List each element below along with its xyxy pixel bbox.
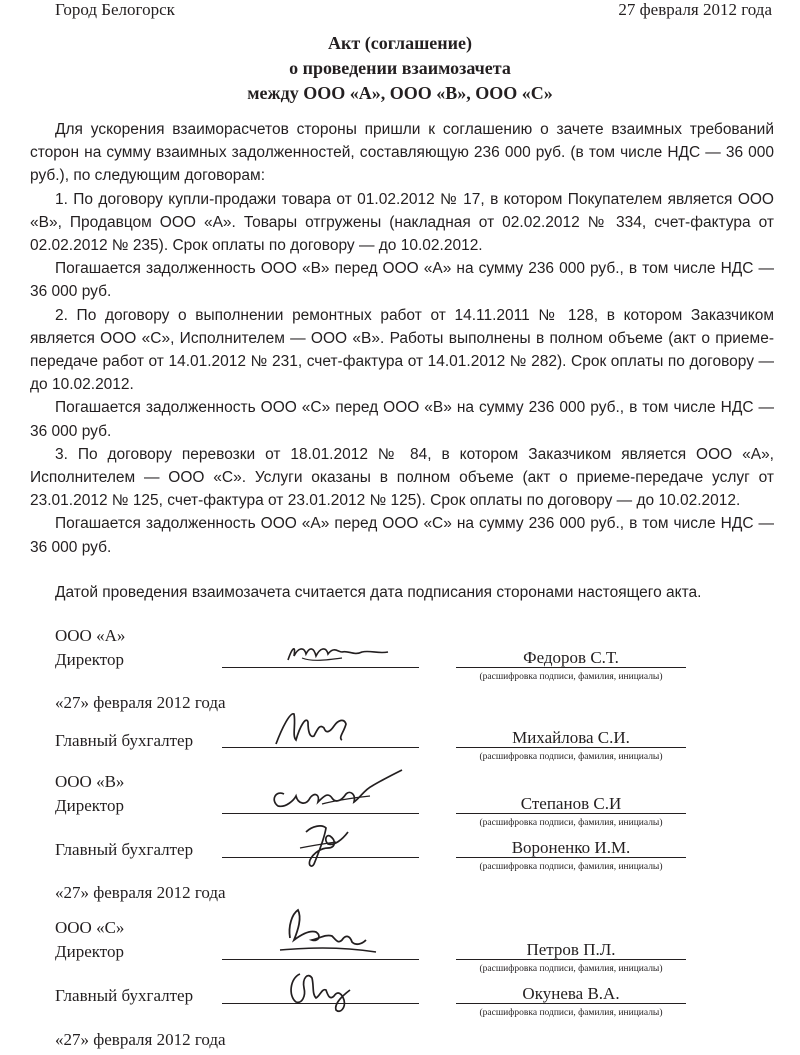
company-b-director-signature (262, 764, 412, 814)
closing-section (30, 581, 774, 604)
contract-2-paragraph: 2. По договору о выполнении ремонтных работ от 14.11.2011 № 128, в котором Заказчиком является ООО «С», Исполнителем — ООО «В». Работы выполнены в полном объеме (акт о приеме-передаче работ от 14.01.2012 № 231, счет-фактура от 14.01.2012 № 282). Срок оплаты по договору — до 10.02.2012. (30, 306, 774, 394)
company-a-director-name: Федоров С.Т. (523, 648, 619, 667)
document-title-line-2: о проведении взаимозачета (289, 58, 511, 78)
company-c-name: ООО «С» (55, 918, 125, 937)
company-b-name: ООО «В» (55, 772, 125, 791)
intro-paragraph: Для ускорения взаиморасчетов стороны пришли к соглашению о зачете взаимных требований сторон на сумму взаимных задолженностей, составляющую 236 000 руб. (в том числе НДС — 36 000 руб.), по следующим договорам: (30, 121, 774, 185)
contract-1-paragraph: 1. По договору купли-продажи товара от 01.02.2012 № 17, в котором Покупателем является ООО «В», Продавцом ООО «А». Товары отгружены (накладная от 02.02.2012 № 334, счет-фактура от 02.02.2012 № 235). Срок оплаты по договору — до 10.02.2012. (30, 190, 774, 255)
document-body (30, 118, 774, 559)
company-c-director-name: Петров П.Л. (526, 940, 616, 959)
company-b-accountant-name: Вороненко И.М. (511, 838, 631, 857)
company-b-director-hint: (расшифровка подписи, фамилия, инициалы) (479, 818, 663, 828)
company-b-director-label: Директор (55, 796, 124, 815)
closing-paragraph: Датой проведения взаимозачета считается дата подписания сторонами настоящего акта. (55, 584, 702, 601)
company-c-director-label: Директор (55, 942, 124, 961)
company-b-director-name: Степанов С.И (520, 794, 622, 813)
company-a-accountant-name: Михайлова С.И. (512, 728, 630, 747)
company-b-accountant-signature (292, 818, 362, 872)
company-a-accountant-hint: (расшифровка подписи, фамилия, инициалы) (479, 752, 663, 762)
document-title-line-1: Акт (соглашение) (328, 33, 472, 53)
company-b-accountant-label: Главный бухгалтер (55, 840, 194, 859)
company-a-name: ООО «А» (55, 626, 126, 645)
company-a-accountant-label: Главный бухгалтер (55, 731, 194, 750)
contract-3-paragraph: 3. По договору перевозки от 18.01.2012 № 84, в котором Заказчиком является ООО «А», Исполнителем — ООО «С». Услуги оказаны в полном объеме (акт о приеме-передаче услуг от 23.01.2012 № 125, счет-фактура от 23.01.2012 № 125). Срок оплаты по договору — до 10.02.2012. (30, 445, 774, 510)
company-a-date: «27» февраля 2012 года (55, 693, 226, 712)
company-c-director-signature (276, 904, 386, 958)
debt-1-paragraph: Погашается задолженность ООО «В» перед ООО «А» на сумму 236 000 руб., в том числе НДС — 36 000 руб. (30, 260, 774, 301)
debt-2-paragraph: Погашается задолженность ООО «С» перед ООО «В» на сумму 236 000 руб., в том числе НДС — 36 000 руб. (30, 399, 774, 440)
company-c-accountant-name: Окунева В.А. (522, 984, 620, 1003)
company-c-accountant-hint: (расшифровка подписи, фамилия, инициалы) (479, 1008, 663, 1018)
document-city: Город Белогорск (55, 0, 175, 19)
company-a-accountant-signature (272, 708, 362, 748)
document-title-line-3: между ООО «А», ООО «В», ООО «С» (247, 83, 553, 103)
company-c-accountant-signature (282, 960, 362, 1016)
company-a-director-hint: (расшифровка подписи, фамилия, инициалы) (479, 672, 663, 682)
company-a-director-label: Директор (55, 650, 124, 669)
company-c-director-hint: (расшифровка подписи, фамилия, инициалы) (479, 964, 663, 974)
company-c-accountant-label: Главный бухгалтер (55, 986, 194, 1005)
company-c-date: «27» февраля 2012 года (55, 1030, 226, 1049)
document-date: 27 февраля 2012 года (618, 0, 772, 19)
company-a-director-signature (282, 638, 392, 670)
company-b-accountant-hint: (расшифровка подписи, фамилия, инициалы) (479, 862, 663, 872)
company-b-date: «27» февраля 2012 года (55, 883, 226, 902)
debt-3-paragraph: Погашается задолженность ООО «А» перед ООО «С» на сумму 236 000 руб., в том числе НДС — 36 000 руб. (30, 515, 774, 556)
